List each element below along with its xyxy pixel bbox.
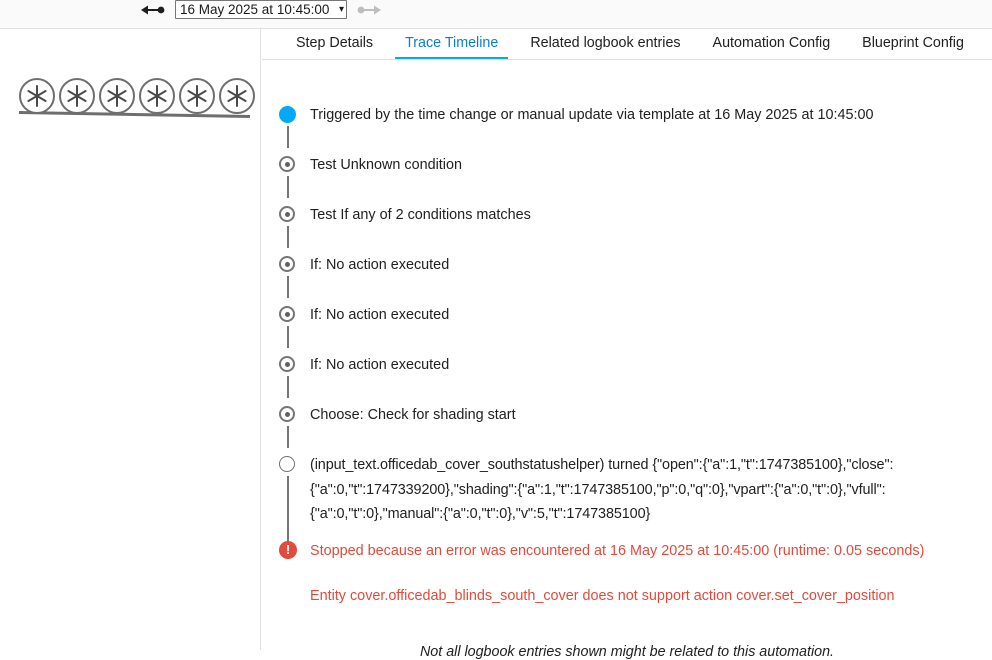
tab-step-details[interactable]: Step Details bbox=[296, 35, 374, 51]
next-run-button[interactable] bbox=[355, 2, 383, 18]
timeline-connector bbox=[287, 176, 289, 198]
timeline-entry-if-no-action-3: If: No action executed bbox=[310, 357, 450, 373]
graph-node-1[interactable] bbox=[20, 79, 54, 113]
condition-dot-icon bbox=[279, 206, 297, 224]
graph-node-3[interactable] bbox=[100, 79, 134, 113]
condition-dot-icon bbox=[279, 156, 297, 174]
tab-trace-timeline[interactable]: Trace Timeline bbox=[389, 29, 514, 59]
tab-automation-config[interactable]: Automation Config bbox=[712, 35, 831, 51]
logbook-disclaimer: Not all logbook entries shown might be related to this automation. bbox=[419, 644, 835, 660]
timeline-connector bbox=[287, 126, 289, 148]
error-icon: ! bbox=[279, 541, 297, 559]
trace-run-select[interactable] bbox=[175, 0, 347, 19]
tab-blueprint-config[interactable]: Blueprint Config bbox=[862, 35, 964, 51]
timeline-connector bbox=[287, 226, 289, 248]
graph-node-5[interactable] bbox=[180, 79, 214, 113]
condition-dot-icon bbox=[279, 406, 297, 424]
timeline-entry-test-any-conditions: Test If any of 2 conditions matches bbox=[310, 207, 531, 223]
arrow-left-icon bbox=[139, 2, 167, 18]
top-toolbar bbox=[0, 0, 992, 29]
trace-graph-panel bbox=[0, 29, 261, 650]
condition-dot-icon bbox=[279, 306, 297, 324]
chevron-down-icon: ▾ bbox=[338, 4, 344, 15]
trigger-dot-icon bbox=[279, 106, 296, 123]
detail-tabs bbox=[262, 29, 992, 60]
timeline-connector bbox=[287, 276, 289, 298]
timeline-connector bbox=[287, 426, 289, 448]
timeline-entry-stopped-error: Stopped because an error was encountered at 16 May 2025 at 10:45:00 (runtime: 0.05 seconds) bbox=[310, 543, 925, 559]
trace-detail-panel bbox=[262, 29, 992, 660]
timeline-entry-if-no-action-2: If: No action executed bbox=[310, 307, 450, 323]
timeline-entry-trigger: Triggered by the time change or manual update via template at 16 May 2025 at 10:45:00 bbox=[310, 107, 874, 123]
timeline-entry-error-detail: Entity cover.officedab_blinds_south_cover does not support action cover.set_cover_position bbox=[310, 588, 895, 604]
previous-run-button[interactable] bbox=[139, 2, 167, 18]
timeline-entry-logbook-state: (input_text.officedab_cover_southstatushelper) turned {"open":{"a":1,"t":1747385100},"close":{"a":0,"t":1747339200},"shading":{"a":1,"t":1747385100,"p":0,"q":0},"vpart":{"a":0,"t":0},"vfull":{"a":0,"t":0},"manual":{"a":0,"t":0},"v":5,"t":1747385100} bbox=[310, 457, 894, 522]
graph-node-4[interactable] bbox=[140, 79, 174, 113]
timeline-connector bbox=[287, 376, 289, 398]
arrow-right-icon bbox=[355, 2, 383, 18]
timeline-entry-test-unknown-condition: Test Unknown condition bbox=[310, 157, 462, 173]
graph-node-6[interactable] bbox=[220, 79, 254, 113]
timeline-connector bbox=[287, 326, 289, 348]
condition-dot-icon bbox=[279, 356, 297, 374]
tab-related-logbook-entries[interactable]: Related logbook entries bbox=[530, 35, 681, 51]
timeline-entry-if-no-action-1: If: No action executed bbox=[310, 257, 450, 273]
timeline-connector bbox=[287, 476, 289, 542]
logbook-circle-icon bbox=[279, 456, 297, 474]
automation-trace-graph[interactable] bbox=[0, 29, 261, 119]
timeline-entry-choose-shading: Choose: Check for shading start bbox=[310, 407, 516, 423]
trace-run-value: 16 May 2025 at 10:45:00 bbox=[180, 2, 330, 17]
graph-node-2[interactable] bbox=[60, 79, 94, 113]
condition-dot-icon bbox=[279, 256, 297, 274]
